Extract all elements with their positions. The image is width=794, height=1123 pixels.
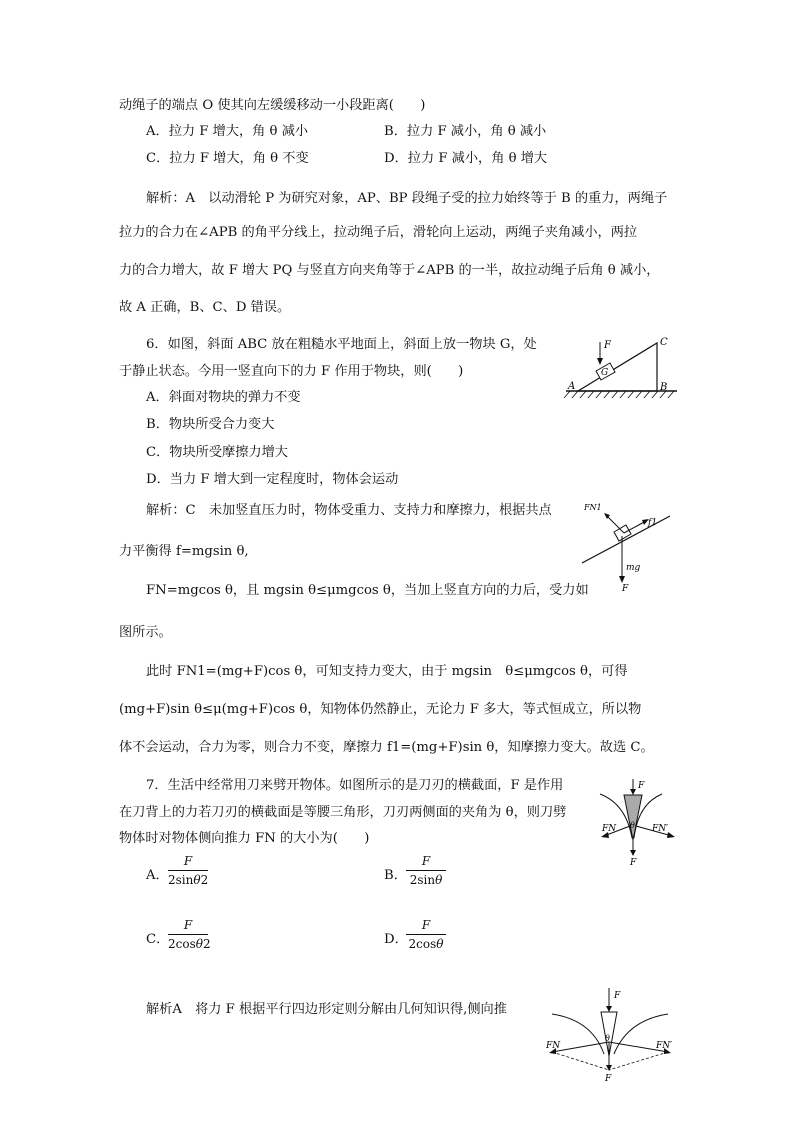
q7-option-a-fraction: F 2sinθ2 (168, 854, 209, 887)
q7-stem-line3: 物体时对物体侧向推力 FN 的大小为( ) (119, 831, 370, 846)
label-a: A (568, 381, 576, 392)
label-force-f: F (622, 584, 629, 594)
q5-solution-line4: 故 A 正确，B、C、D 错误。 (119, 300, 291, 315)
q6-solution-line6: (mg+F)sin θ≤μ(mg+F)cos θ，知物体仍然静止，无论力 F 多大，等式恒成立，所以物 (119, 702, 642, 717)
label-mg: mg (626, 563, 641, 573)
q5-solution-line2: 拉力的合力在∠APB 的角平分线上，拉动绳子后，滑轮向上运动，两绳子夹角减小，两拉 (119, 225, 638, 240)
label-f1: f1 (648, 518, 658, 528)
q5-option-d: D．拉力 F 减小，角 θ 增大 (384, 151, 548, 166)
q7-option-a-label: A． (146, 868, 169, 883)
label-fn1: FN1 (584, 503, 602, 512)
blade-figure (596, 776, 680, 866)
q7-option-d-label: D． (384, 932, 408, 947)
q5-stem-tail: 动绳子的端点 O 使其向左缓缓移动一小段距离( ) (119, 98, 426, 113)
q6-solution-line2: 力平衡得 f=mgsin θ, (119, 544, 249, 559)
label-theta: θ (630, 821, 635, 830)
label-fn-prime: FN′ (652, 824, 669, 834)
q6-option-b: B．物块所受合力变大 (146, 417, 275, 432)
q7-option-c-fraction: F 2cosθ2 (168, 918, 211, 951)
q5-solution-line1: 解析：A 以动滑轮 P 为研究对象，AP、BP 段绳子受的拉力始终等于 B 的重力，两绳子 (146, 191, 668, 206)
blade-decomposition-figure (540, 984, 680, 1084)
label-b: B (660, 382, 668, 393)
q6-solution-line4: 图所示。 (119, 625, 172, 640)
force-figure (580, 498, 680, 594)
q6-stem-line2: 于静止状态。今用一竖直向下的力 F 作用于物块，则( ) (119, 364, 464, 379)
q7-option-d-fraction: F 2cosθ (406, 918, 446, 951)
label-f-bottom: F (605, 1074, 612, 1084)
q5-option-a: A．拉力 F 增大，角 θ 减小 (146, 124, 309, 139)
q5-option-b: B．拉力 F 减小，角 θ 减小 (384, 124, 547, 139)
q6-solution-line7: 体不会运动，合力为零，则合力不变，摩擦力 f1=(mg+F)sin θ，知摩擦力变大。故选 C。 (119, 740, 654, 755)
q6-option-a: A．斜面对物块的弹力不变 (146, 390, 301, 405)
q5-solution-line3: 力的合力增大，故 F 增大 PQ 与竖直方向夹角等于∠APB 的一半，故拉动绳子后角 θ 减小， (119, 263, 660, 278)
q6-stem-line1: 6．如图，斜面 ABC 放在粗糙水平地面上，斜面上放一物块 G，处 (146, 337, 537, 352)
label-f-top: F (638, 781, 645, 791)
label-f: F (604, 340, 611, 351)
label-f-top: F (614, 991, 621, 1001)
label-theta: θ (605, 1034, 610, 1043)
q7-option-b-label: B． (384, 868, 407, 883)
q6-solution-line3: FN=mgcos θ，且 mgsin θ≤μmgcos θ，当加上竖直方向的力后，受力如 (146, 583, 589, 598)
q6-solution-line5: 此时 FN1=(mg+F)cos θ，可知支持力变大，由于 mgsin θ≤μmgcos θ，可得 (146, 664, 628, 679)
label-f-bottom: F (630, 858, 637, 866)
label-fn-prime: FN′ (656, 1041, 673, 1051)
label-fn: FN (546, 1041, 561, 1051)
q5-option-c: C．拉力 F 增大，角 θ 不变 (146, 151, 309, 166)
q6-solution-line1: 解析：C 未加竖直压力时，物体受重力、支持力和摩擦力，根据共点 (146, 503, 552, 518)
q7-stem-line2: 在刀背上的力若刀刃的横截面是等腰三角形，刀刃两侧面的夹角为 θ，则刀劈 (119, 805, 567, 820)
q7-solution-line1: 解析A 将力 F 根据平行四边形定则分解由几何知识得,侧向推 (146, 1002, 507, 1017)
label-g: G (601, 368, 609, 378)
q7-stem-line1: 7．生活中经常用刀来劈开物体。如图所示的是刀刃的横截面，F 是作用 (146, 778, 564, 793)
q6-option-c: C．物块所受摩擦力增大 (146, 445, 288, 460)
q6-option-d: D．当力 F 增大到一定程度时，物体会运动 (146, 472, 399, 487)
q7-option-b-fraction: F 2sinθ (406, 854, 446, 887)
incline-figure (560, 334, 684, 402)
label-c: C (660, 337, 668, 348)
label-fn: FN (602, 824, 617, 834)
q7-option-c-label: C． (146, 932, 170, 947)
